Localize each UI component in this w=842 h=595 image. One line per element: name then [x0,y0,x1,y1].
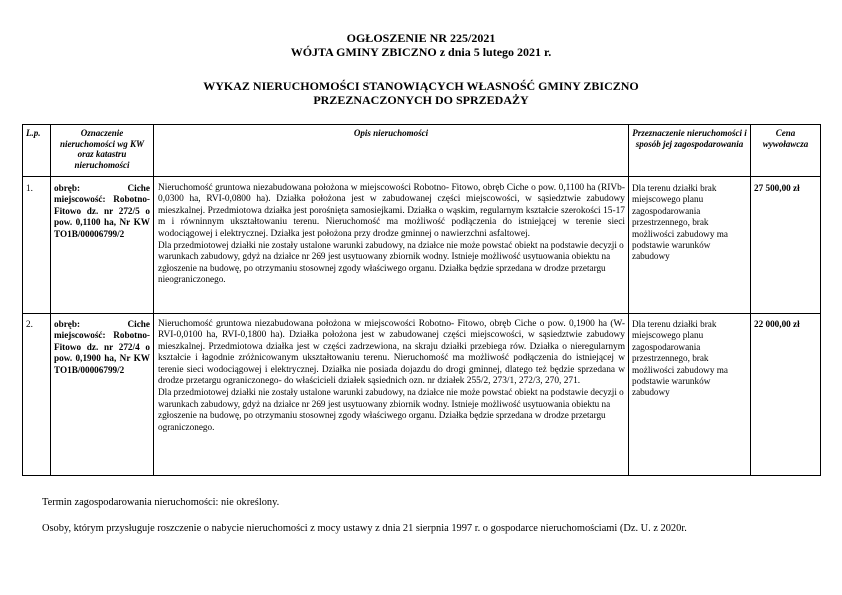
row-lp: 1. [23,177,51,314]
row-price: 22 000,00 zł [751,314,821,476]
row-lp: 2. [23,314,51,476]
description-note: Dla przedmiotowej działki nie zostały ustalone warunki zabudowy, na działce nie może powstać obiekt na podstawie decyzji o warunkach zabudowy, gdyż na działce nr 269 jest usytuowany zbiornik wodny. Istnieje możliwość usytuowania obiektu na zgłoszenie na budowę, po otrzymaniu stosownej zgody właściwego organu. Działka będzie sprzedana w drodze przetargu nieograniczonego. [158,240,624,285]
row-description [154,177,629,314]
table-header-row [23,125,821,177]
description-main: Nieruchomość gruntowa niezabudowana położona w miejscowości Robotno- Fitowo, obręb Ciche o pow. 0,1900 ha (W-RVI-0,0100 ha, RVI-0,1800 ha). Działka położona jest w zabudowanej części miejscowości, w sąsiedztwie zabudowy mieszkalnej. Przedmiotowa działka jest w części zadrzewiona, na skraju działki przebiega rów. Działka o nieregularnym kształcie i łagodnie zróżnicowanym ukształtowaniu terenu. Nieruchomość ma możliwość podłączenia do istniejącej w terenie sieci wodociągowej i elektrycznej. Działka nie posiada dojazdu do drogi gminnej, dlatego też będzie sprzedana w drodze przetargu ograniczonego- do właścicieli działek sąsiednich ozn. nr działek 255/2, 273/1, 272/3, 270, 271. [158,319,625,387]
row-designation: obręb: Ciche miejscowość: Robotno-Fitowo dz. nr 272/5 o pow. 0,1100 ha, Nr KW TO1B/00006799/2 [51,177,154,314]
row-purpose: Dla terenu działki brak miejscowego planu zagospodarowania przestrzennego, brak możliwości zabudowy ma podstawie warunków zabudowy [629,177,751,314]
description-main: Nieruchomość gruntowa niezabudowana położona w miejscowości Robotno- Fitowo, obręb Ciche o pow. 0,1100 ha (RIVb-0,0300 ha, RVI-0,0800 ha). Działka położona jest w zabudowanej części miejscowości, w sąsiedztwie zabudowy mieszkalnej. Przedmiotowa działka jest porośnięta samosiejkami. Działka o wąskim, regularnym kształcie szerokości 15-17 m i równinnym ukształtowaniu terenu. Nieruchomość ma możliwość podłączenia do istniejącej w terenie sieci wodociągowej i elektrycznej. Działka jest położona przy drodze gminnej o nawierzchni asfaltowej. [158,183,625,239]
announcement-issuer-date: WÓJTA GMINY ZBICZNO z dnia 5 lutego 2021 r. [290,45,552,59]
row-description [154,314,629,476]
col-header-designation: Oznaczenie nieruchomości wg KW oraz katastru nieruchomości [51,125,154,177]
row-purpose: Dla terenu działki brak miejscowego planu zagospodarowania przestrzennego, brak możliwości zabudowy ma podstawie warunków zabudowy [629,314,751,476]
list-subtitle: PRZEZNACZONYCH DO SPRZEDAŻY [313,93,529,107]
claim-note: Osoby, którym przysługuje roszczenie o nabycie nieruchomości z mocy ustawy z dnia 21 sierpnia 1997 r. o gospodarce nieruchomościami (Dz. U. z 2020r. [42,523,687,534]
row-price: 27 500,00 zł [751,177,821,314]
description-note: Dla przedmiotowej działki nie zostały ustalone warunki zabudowy, na działce nie może powstać obiekt na podstawie decyzji o warunkach zabudowy, gdyż na działce nr 269 jest usytuowany zbiornik wodny. Istnieje możliwość usytuowania obiektu na zgłoszenie na budowę, po otrzymaniu stosownej zgody właściwego organu. Działka będzie sprzedana w drodze przetargu ograniczonego. [158,387,624,432]
table-row [23,314,821,476]
col-header-price: Cena wywoławcza [751,125,821,177]
col-header-purpose: Przeznaczenie nieruchomości i sposób jej zagospodarowania [629,125,751,177]
term-note: Termin zagospodarowania nieruchomości: nie określony. [42,497,280,508]
row-designation: obręb: Ciche miejscowość: Robotno-Fitowo dz. nr 272/4 o pow. 0,1900 ha, Nr KW TO1B/00006799/2 [51,314,154,476]
announcement-number: OGŁOSZENIE NR 225/2021 [346,31,496,45]
property-table [22,124,821,476]
table-row [23,177,821,314]
col-header-lp: L.p. [23,125,51,177]
list-title: WYKAZ NIERUCHOMOŚCI STANOWIĄCYCH WŁASNOŚĆ GMINY ZBICZNO [203,79,639,93]
col-header-description: Opis nieruchomości [154,125,629,177]
